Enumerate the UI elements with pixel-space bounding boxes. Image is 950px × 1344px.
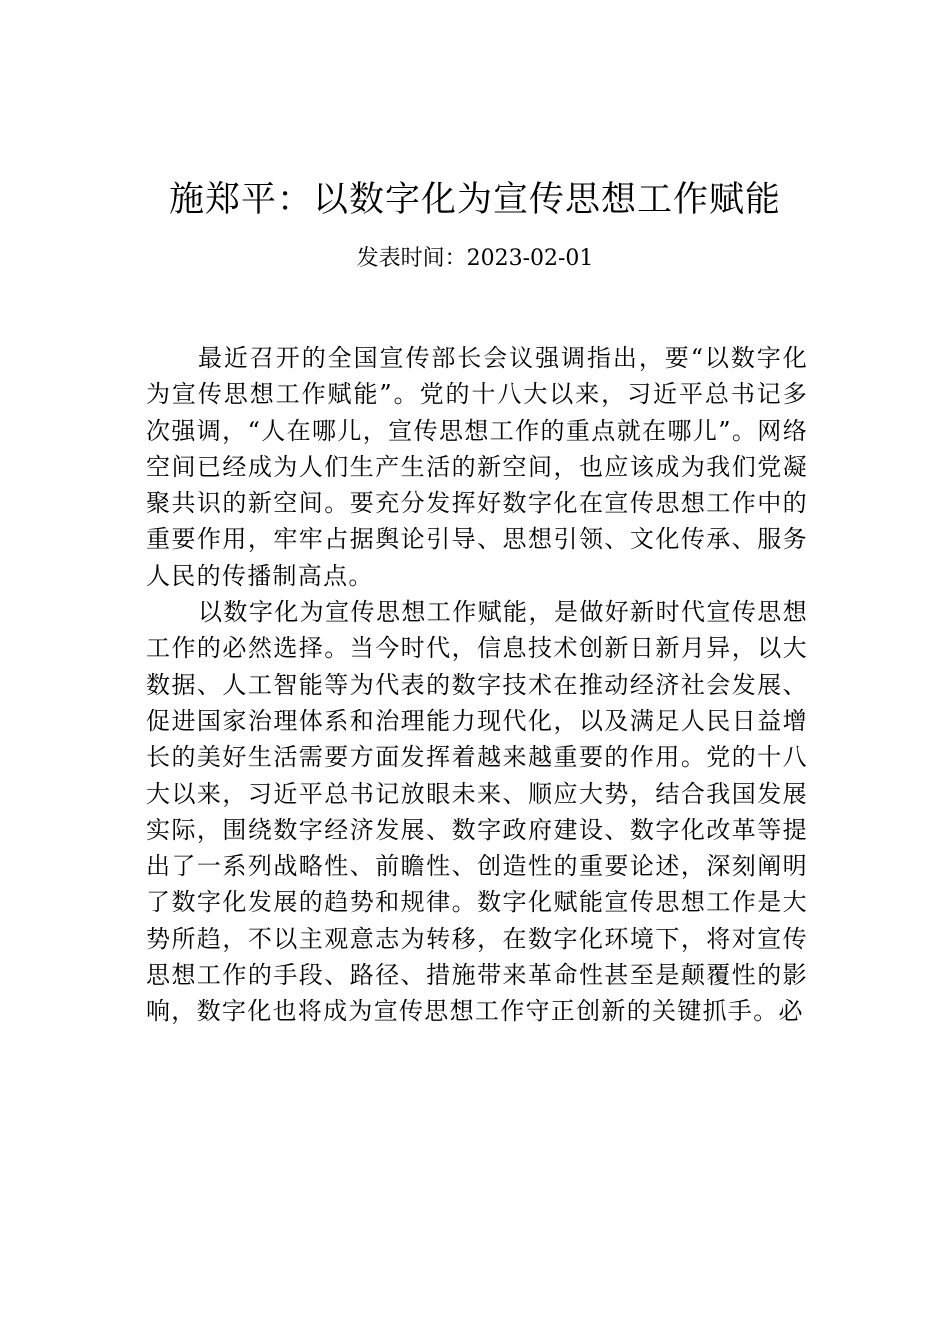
publish-date-label: 发表时间： bbox=[356, 246, 467, 271]
publish-date bbox=[0, 242, 950, 276]
article-title: 施郑平：以数字化为宣传思想工作赋能 bbox=[168, 180, 781, 220]
article-body bbox=[146, 340, 808, 1030]
paragraph-1: 最近召开的全国宣传部长会议强调指出，要“以数字化为宣传思想工作赋能”。党的十八大以来，习近平总书记多次强调，“人在哪儿，宣传思想工作的重点就在哪儿”。网络空间已经成为人们生产生活的新空间，也应该成为我们党凝聚共识的新空间。要充分发挥好数字化在宣传思想工作中的重要作用，牢牢占据舆论引导、思想引领、文化传承、服务人民的传播制高点。 bbox=[146, 344, 808, 590]
publish-date-value: 2023-02-01 bbox=[466, 246, 594, 271]
paragraph-2: 以数字化为宣传思想工作赋能，是做好新时代宣传思想工作的必然选择。当今时代，信息技术创新日新月异，以大数据、人工智能等为代表的数字技术在推动经济社会发展、 促进国家治理体系和治理能力现代化，以及满足人民日益增长的美好生活需要方面发挥着越来越重要的作用。党的十八大以来，习近平总书记放眼未来、顺应大势，结合我国发展实际，围绕数字经济发展、数字政府建设、数字化改革等提出了一系列战略性、前瞻性、创造性的重要论述，深刻阐明了数字化发展的趋势和规律。数字化赋能宣传思想工作是大势所趋，不以主观意志为转移，在数字化环境下，将对宣传思想工作的手段、路径、措施带来革命性甚至是颠覆性的影响，数字化也将成为宣传思想工作守正创新的关键抓手。必 bbox=[146, 598, 808, 1026]
